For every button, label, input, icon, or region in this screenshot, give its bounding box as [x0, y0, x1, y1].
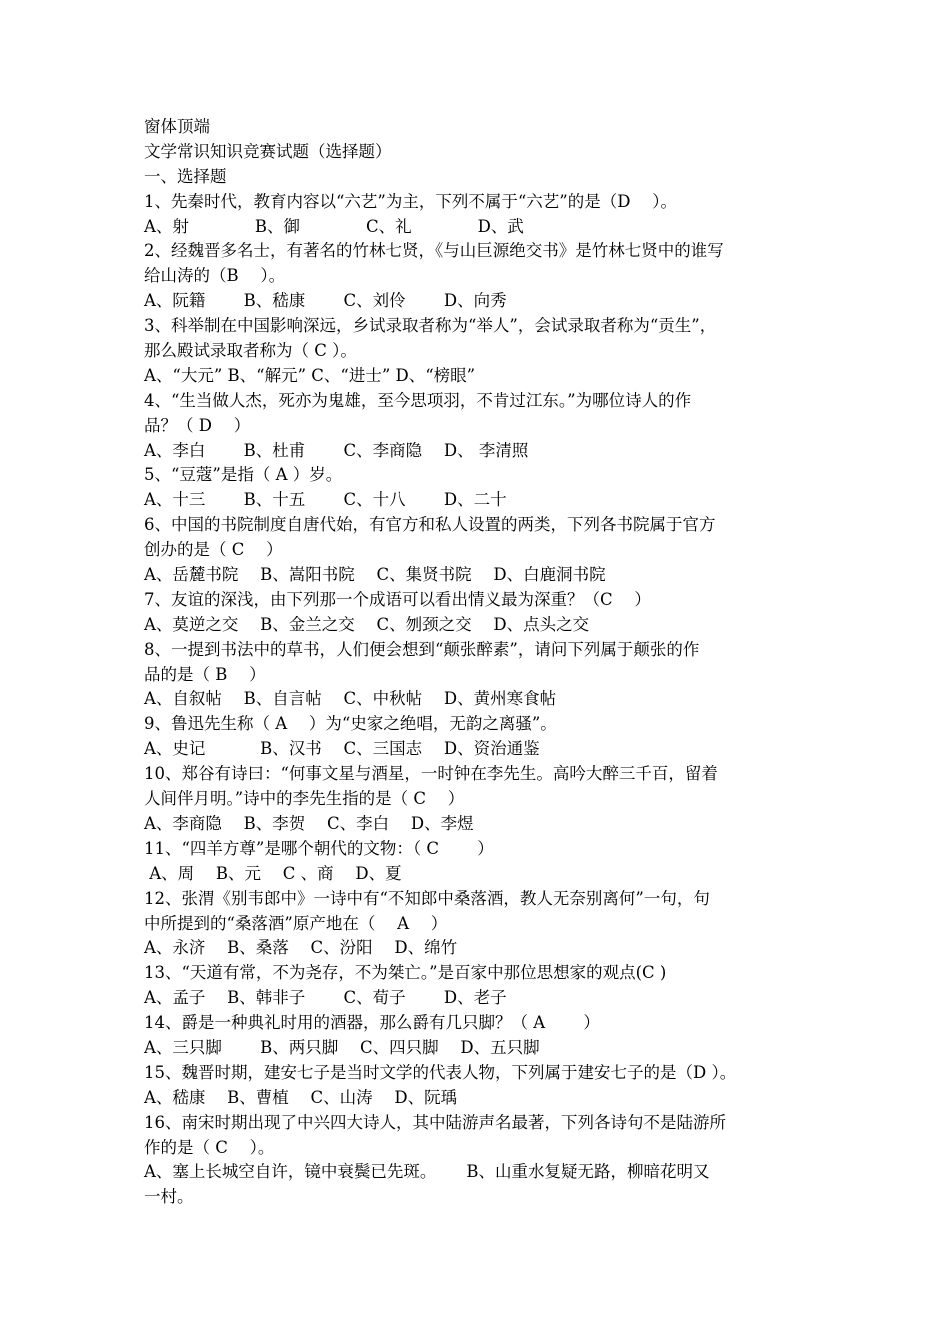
document-page	[144, 115, 814, 1210]
document-line: 3、科举制在中国影响深远，乡试录取者称为“举人”，会试录取者称为“贡生”，	[144, 316, 717, 336]
document-line: 8、一提到书法中的草书，人们便会想到“颠张醉素”，请问下列属于颠张的作	[144, 639, 700, 659]
document-line: A、史记 B、汉书 C、三国志 D、资治通鉴	[144, 739, 540, 759]
document-line: A、岳麓书院 B、嵩阳书院 C、集贤书院 D、白鹿洞书院	[144, 565, 606, 585]
question-list	[144, 190, 814, 1211]
document-line: A、自叙帖 B、自言帖 C、中秋帖 D、黄州寒食帖	[144, 689, 557, 709]
document-line: 5、“豆蔻”是指（ A ）岁。	[144, 465, 343, 485]
document-line: 品的是（ B ）	[144, 664, 266, 684]
document-line: 品？（ D ）	[144, 415, 251, 435]
document-line: 4、“生当做人杰，死亦为鬼雄，至今思项羽，不肯过江东。”为哪位诗人的作	[144, 390, 692, 410]
document-line: A、十三 B、十五 C、十八 D、二十	[144, 490, 507, 510]
document-line: 作的是（ C ）。	[144, 1137, 275, 1157]
document-line: 中所提到的“桑落酒”原产地在（ A ）	[144, 913, 448, 933]
document-line: 人间伴月明。”诗中的李先生指的是（ C ）	[144, 789, 465, 809]
document-line: A、三只脚 B、两只脚 C、四只脚 D、五只脚	[144, 1037, 540, 1057]
document-line: 16、南宋时期出现了中兴四大诗人，其中陆游声名最著，下列各诗句不是陆游所	[144, 1112, 726, 1132]
document-line: A、射 B、御 C、礼 D、武	[144, 216, 524, 236]
document-line: 7、友谊的深浅，由下列那一个成语可以看出情义最为深重？（C ）	[144, 589, 651, 609]
document-line: 一村。	[144, 1187, 194, 1207]
document-line: 13、“天道有常，不为尧存，不为桀亡。”是百家中那位思想家的观点(C )	[144, 963, 667, 983]
document-line: 10、郑谷有诗曰：“何事文星与酒星，一时钟在李先生。高吟大醉三千百，留着	[144, 764, 718, 784]
document-line: A、李商隐 B、李贺 C、李白 D、李煜	[144, 813, 474, 833]
document-line: A、嵇康 B、曹植 C、山涛 D、阮瑀	[144, 1087, 458, 1107]
document-line: 给山涛的（B ）。	[144, 266, 286, 286]
document-line: 6、中国的书院制度自唐代始，有官方和私人设置的两类，下列各书院属于官方	[144, 515, 716, 535]
document-line: 12、张渭《别韦郎中》一诗中有“不知郎中桑落酒，教人无奈别离何”一句，句	[144, 888, 710, 908]
document-line: A、永济 B、桑落 C、汾阳 D、绵竹	[144, 938, 458, 958]
document-line: 1、先秦时代，教育内容以“六艺”为主，下列不属于“六艺”的是（D ）。	[144, 191, 677, 211]
document-line: 14、爵是一种典礼时用的酒器，那么爵有几只脚？（ A ）	[144, 1013, 600, 1033]
document-title: 文学常识知识竞赛试题（选择题）	[144, 141, 392, 161]
document-line: 那么殿试录取者称为（ C ）。	[144, 341, 357, 361]
document-line: A、莫逆之交 B、金兰之交 C、刎颈之交 D、点头之交	[144, 614, 590, 634]
document-line: 2、经魏晋多名士，有著名的竹林七贤，《与山巨源绝交书》是竹林七贤中的谁写	[144, 241, 724, 261]
section-heading: 一、选择题	[144, 166, 227, 186]
document-line: A、周 B、元 C 、商 D、夏	[144, 863, 402, 883]
document-line: 9、鲁迅先生称（ A ）为“史家之绝唱，无韵之离骚”。	[144, 714, 557, 734]
document-line: A、孟子 B、韩非子 C、荀子 D、老子	[144, 988, 507, 1008]
document-line: 创办的是（ C ）	[144, 540, 283, 560]
document-line: A、李白 B、杜甫 C、李商隐 D、 李清照	[144, 440, 529, 460]
document-line: A、“大元” B、“解元” C、“进士” D、“榜眼”	[144, 365, 476, 385]
document-line: 11、“四羊方尊”是哪个朝代的文物：（ C ）	[144, 838, 494, 858]
document-line: 15、魏晋时期，建安七子是当时文学的代表人物，下列属于建安七子的是（D ）。	[144, 1062, 737, 1082]
document-line: A、塞上长城空自许，镜中衰鬓已先斑。 B、山重水复疑无路，柳暗花明又	[144, 1162, 710, 1182]
header-text: 窗体顶端	[144, 117, 210, 136]
document-line: A、阮籍 B、嵇康 C、刘伶 D、向秀	[144, 291, 507, 311]
